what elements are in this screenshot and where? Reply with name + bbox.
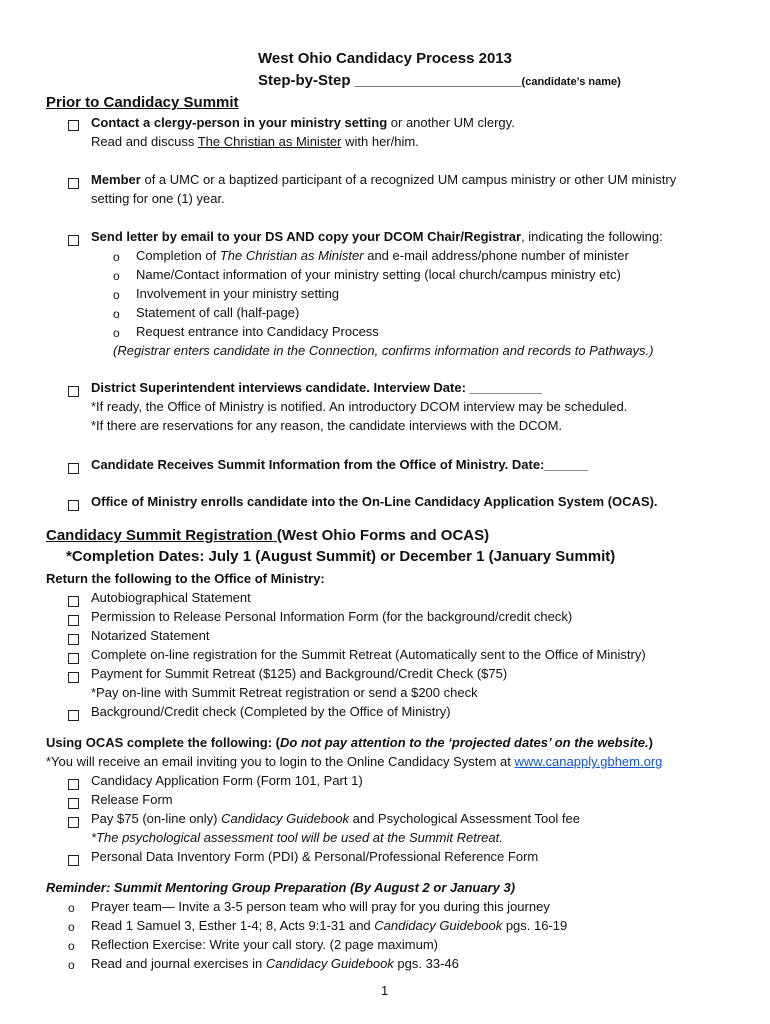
sub-item-involvement: Involvement in your ministry setting — [136, 286, 340, 301]
item-ds-interview: District Superintendent interviews candidate. Interview Date: __________ — [91, 380, 542, 395]
page-number: 1 — [381, 983, 389, 998]
checkbox-send-letter[interactable] — [68, 232, 79, 250]
item-release-form: Release Form — [91, 792, 173, 807]
bullet-icon: o — [68, 901, 75, 915]
ocas-link[interactable]: www.canapply.gbhem.org — [514, 754, 663, 769]
checkbox-permission[interactable] — [68, 612, 79, 630]
ocas-label: Using OCAS complete the following: (Do not pay attention to the ‘projected dates’ on the website.) — [46, 735, 653, 750]
reminder-reading: Read 1 Samuel 3, Esther 1-4; 8, Acts 9:1-31 and Candidacy Guidebook pgs. 16-19 — [91, 918, 568, 933]
book-title: The Christian as Minister — [197, 134, 342, 149]
checkbox-clergy[interactable] — [68, 117, 79, 135]
registrar-note: (Registrar enters candidate in the Connection, confirms information and records to Pathways.) — [113, 343, 654, 358]
item-member: Member of a UMC or a baptized participant of a recognized UM campus ministry or other UM ministry — [91, 172, 677, 187]
subtitle-prefix: Step-by-Step — [258, 72, 355, 89]
item-permission: Permission to Release Personal Information Form (for the background/credit check) — [91, 609, 573, 624]
item-pdi: Personal Data Inventory Form (PDI) & Personal/Professional Reference Form — [91, 849, 539, 864]
item-pay-guidebook: Pay $75 (on-line only) Candidacy Guidebook and Psychological Assessment Tool fee — [91, 811, 581, 826]
checkbox-application-form[interactable] — [68, 776, 79, 794]
checkbox-autobiographical[interactable] — [68, 593, 79, 611]
checkbox-payment[interactable] — [68, 669, 79, 687]
reminder-journal: Read and journal exercises in Candidacy Guidebook pgs. 33-46 — [91, 956, 459, 971]
sub-item-statement: Statement of call (half-page) — [136, 305, 300, 320]
bullet-icon: o — [113, 288, 120, 302]
sub-item-completion: Completion of The Christian as Minister and e-mail address/phone number of minister — [136, 248, 629, 263]
item-clergy-line2: Read and discuss The Christian as Minister with her/him. — [91, 134, 419, 149]
candidate-name-label: (candidate’s name) — [521, 76, 621, 88]
assessment-note: *The psychological assessment tool will be used at the Summit Retreat. — [91, 830, 503, 845]
completion-dates: *Completion Dates: July 1 (August Summit) or December 1 (January Summit) — [66, 548, 616, 565]
checkbox-pay-guidebook[interactable] — [68, 814, 79, 832]
bullet-icon: o — [68, 920, 75, 934]
document-title: West Ohio Candidacy Process 2013 — [258, 50, 512, 67]
item-ds-interview-line3: *If there are reservations for any reason, the candidate interviews with the DCOM. — [91, 418, 563, 433]
checkbox-release-form[interactable] — [68, 795, 79, 813]
reminder-reflection: Reflection Exercise: Write your call story. (2 page maximum) — [91, 937, 439, 952]
section-heading-prior: Prior to Candidacy Summit — [46, 94, 239, 111]
return-label: Return the following to the Office of Ministry: — [46, 571, 325, 586]
sub-item-request: Request entrance into Candidacy Process — [136, 324, 379, 339]
bullet-icon: o — [68, 939, 75, 953]
reminder-heading: Reminder: Summit Mentoring Group Preparation (By August 2 or January 3) — [46, 880, 516, 895]
section-heading-registration: Candidacy Summit Registration (West Ohio Forms and OCAS) — [46, 527, 490, 544]
bullet-icon: o — [113, 250, 120, 264]
bullet-icon: o — [68, 958, 75, 972]
bullet-icon: o — [113, 269, 120, 283]
sub-item-contact: Name/Contact information of your ministry setting (local church/campus ministry etc) — [136, 267, 621, 282]
item-ocas-enroll: Office of Ministry enrolls candidate into the On-Line Candidacy Application System (OCAS). — [91, 494, 658, 509]
document-subtitle — [258, 72, 621, 90]
item-ds-interview-line2: *If ready, the Office of Ministry is notified. An introductory DCOM interview may be scheduled. — [91, 399, 628, 414]
checkbox-notarized[interactable] — [68, 631, 79, 649]
email-note: *You will receive an email inviting you to login to the Online Candidacy System at www.canapply.gbhem.org — [46, 754, 663, 769]
reminder-prayer: Prayer team— Invite a 3-5 person team who will pray for you during this journey — [91, 899, 550, 914]
checkbox-background-check[interactable] — [68, 707, 79, 725]
item-notarized: Notarized Statement — [91, 628, 210, 643]
item-payment: Payment for Summit Retreat ($125) and Background/Credit Check ($75) — [91, 666, 508, 681]
checkbox-summit-info[interactable] — [68, 460, 79, 478]
candidate-name-blank: ____________________ — [354, 72, 522, 89]
item-send-letter: Send letter by email to your DS AND copy your DCOM Chair/Registrar, indicating the following: — [91, 229, 663, 244]
checkbox-ds-interview[interactable] — [68, 383, 79, 401]
item-member-line2: setting for one (1) year. — [91, 191, 225, 206]
checkbox-pdi[interactable] — [68, 852, 79, 870]
checkbox-ocas-enroll[interactable] — [68, 497, 79, 515]
item-autobiographical: Autobiographical Statement — [91, 590, 251, 605]
bullet-icon: o — [113, 307, 120, 321]
checkbox-member[interactable] — [68, 175, 79, 193]
item-background-check: Background/Credit check (Completed by the Office of Ministry) — [91, 704, 451, 719]
item-clergy: Contact a clergy-person in your ministry setting or another UM clergy. — [91, 115, 515, 130]
pay-note: *Pay on-line with Summit Retreat registration or send a $200 check — [91, 685, 478, 700]
bullet-icon: o — [113, 326, 120, 340]
item-summit-info: Candidate Receives Summit Information from the Office of Ministry. Date:______ — [91, 457, 588, 472]
item-online-registration: Complete on-line registration for the Summit Retreat (Automatically sent to the Office of Ministry) — [91, 647, 646, 662]
checkbox-online-registration[interactable] — [68, 650, 79, 668]
item-application-form: Candidacy Application Form (Form 101, Part 1) — [91, 773, 363, 788]
